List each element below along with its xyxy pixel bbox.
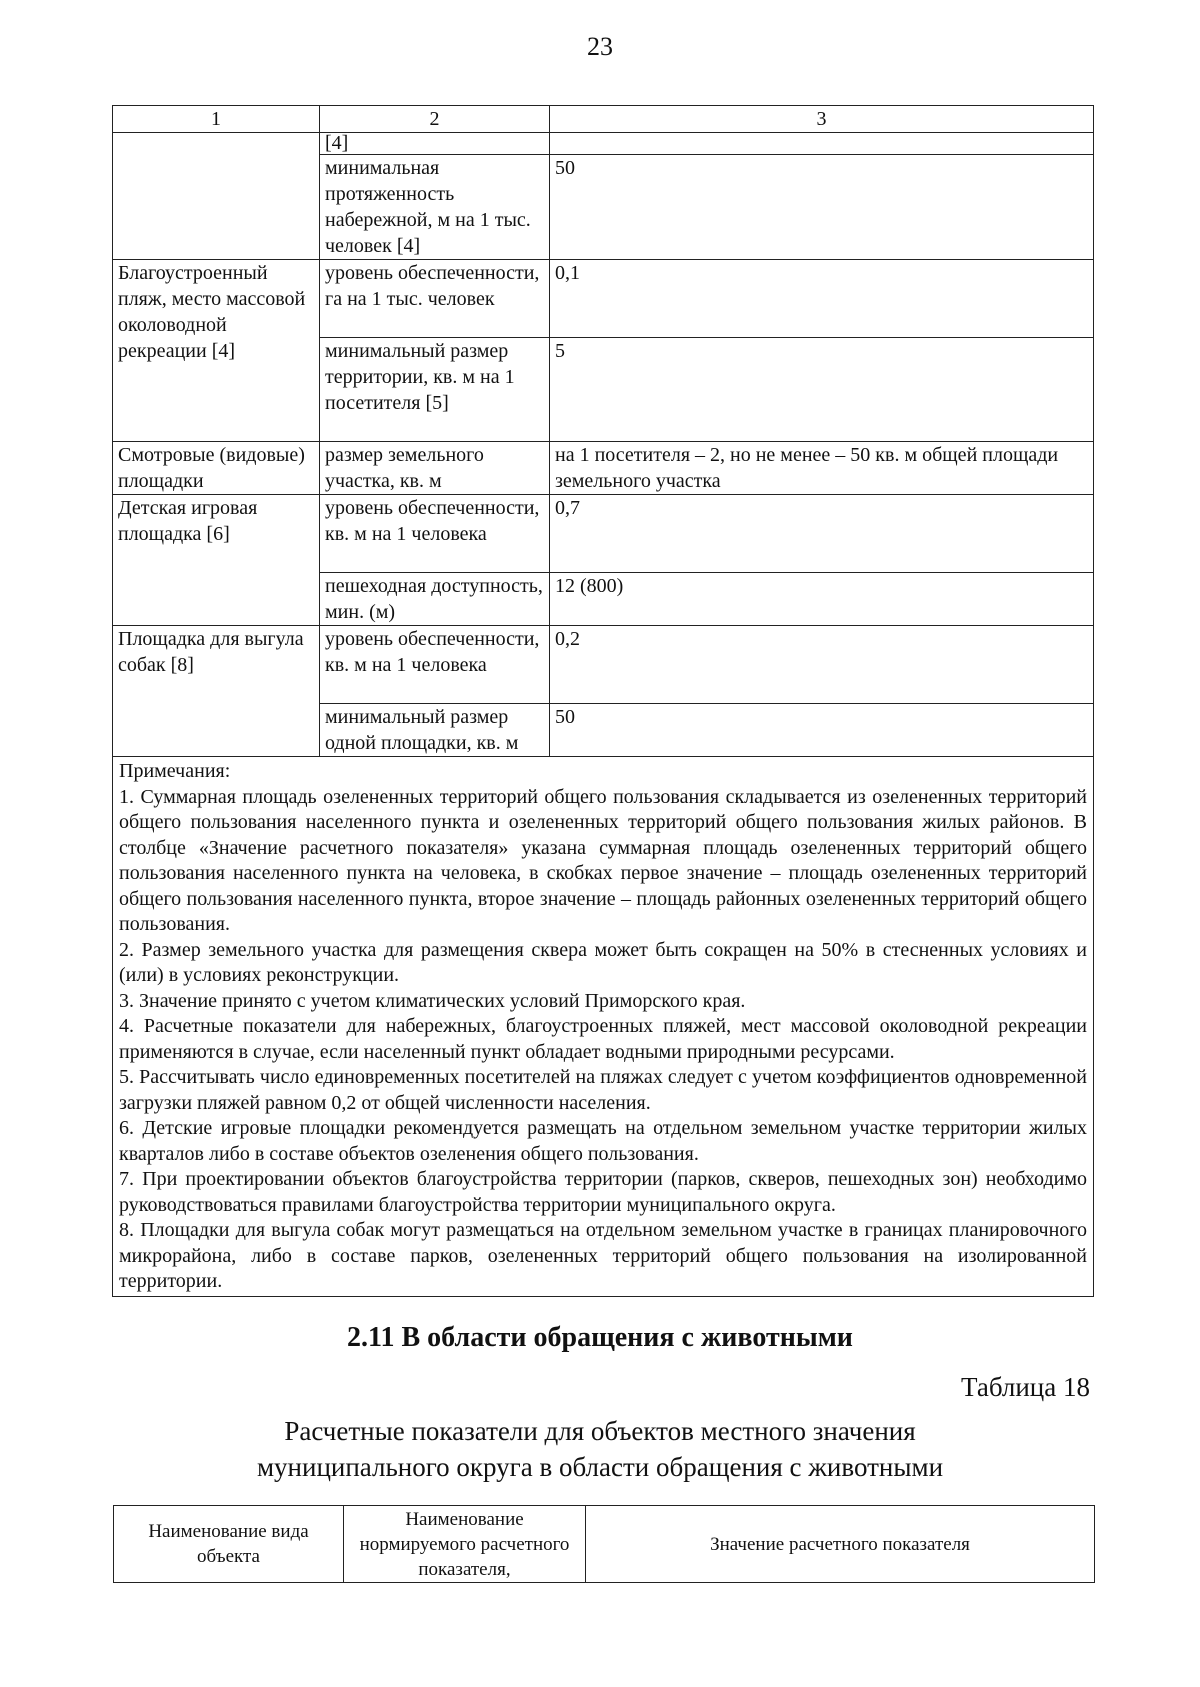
parameter-cell: уровень обеспеченности, га на 1 тыс. человек bbox=[320, 260, 550, 338]
column-header-indicator-name: Наименование нормируемого расчетного показателя, bbox=[344, 1506, 586, 1583]
value-cell: 50 bbox=[550, 155, 1094, 260]
object-name-cell: Смотровые (видовые) площадки bbox=[113, 442, 320, 495]
note-8: 8. Площадки для выгула собак могут размещаться на отдельном земельном участке в границах планировочного микрорайона, либо в составе парков, озелененных территорий общего пользования на изолированной территории. bbox=[119, 1219, 1087, 1292]
table-caption-line-1: Расчетные показатели для объектов местного значения bbox=[284, 1416, 916, 1446]
table-row bbox=[113, 495, 1094, 573]
parameter-cell: пешеходная доступность, мин. (м) bbox=[320, 573, 550, 626]
parameter-cell: минимальная протяженность набережной, м на 1 тыс. человек [4] bbox=[320, 155, 550, 260]
page-number: 23 bbox=[587, 32, 613, 61]
table-row bbox=[113, 133, 1094, 155]
value-cell: 5 bbox=[550, 338, 1094, 442]
parameter-cell: [4] bbox=[320, 133, 550, 155]
value-cell: 12 (800) bbox=[550, 573, 1094, 626]
column-header-object-type: Наименование вида объекта bbox=[114, 1506, 344, 1583]
note-7: 7. При проектировании объектов благоустройства территории (парков, скверов, пешеходных зон) необходимо руководствоваться правилами благоустройства территории муниципального округа. bbox=[119, 1168, 1087, 1216]
value-cell: 0,1 bbox=[550, 260, 1094, 338]
note-2: 2. Размер земельного участка для размещения сквера может быть сокращен на 50% в стесненных условиях и (или) в условиях реконструкции. bbox=[119, 938, 1087, 986]
note-4: 4. Расчетные показатели для набережных, благоустроенных пляжей, мест массовой околоводной рекреации применяются в случае, если населенный пункт обладает водными природными ресурсами. bbox=[119, 1015, 1087, 1063]
note-3: 3. Значение принято с учетом климатических условий Приморского края. bbox=[119, 989, 746, 1012]
indicators-table bbox=[112, 105, 1094, 1297]
column-header-3: 3 bbox=[550, 106, 1094, 133]
object-name-cell-empty bbox=[113, 133, 320, 260]
column-header-2: 2 bbox=[320, 106, 550, 133]
section-heading: 2.11 В области обращения с животными bbox=[347, 1322, 853, 1353]
notes-row bbox=[113, 757, 1094, 1297]
parameter-cell: размер земельного участка, кв. м bbox=[320, 442, 550, 495]
table-row bbox=[113, 626, 1094, 704]
note-5: 5. Рассчитывать число единовременных посетителей на пляжах следует с учетом коэффициентов одновременной загрузки пляжей равном 0,2 от общей численности населения. bbox=[119, 1066, 1087, 1114]
value-cell: 0,7 bbox=[550, 495, 1094, 573]
object-name-cell: Площадка для выгула собак [8] bbox=[113, 626, 320, 757]
value-cell: на 1 посетителя – 2, но не менее – 50 кв. м общей площади земельного участка bbox=[550, 442, 1094, 495]
parameter-cell: минимальный размер одной площадки, кв. м bbox=[320, 704, 550, 757]
note-1: 1. Суммарная площадь озелененных территорий общего пользования складывается из озелененных территорий общего пользования населенного пункта и озелененных территорий общего пользования жилых районов. В столбце «Значение расчетного показателя» указана суммарная площадь озелененных территорий общего пользования населенного пункта на человека, в скобках первое значение – площадь озелененных территорий общего пользования населенного пункта, второе значение – площадь районных озелененных территорий общего пользования. bbox=[119, 785, 1087, 935]
table-caption-line-2: муниципального округа в области обращения с животными bbox=[256, 1452, 944, 1482]
object-name-cell: Благоустроенный пляж, место массовой околоводной рекреации [4] bbox=[113, 260, 320, 442]
table-label: Таблица 18 bbox=[961, 1372, 1090, 1402]
table-row bbox=[113, 442, 1094, 495]
notes-cell bbox=[113, 757, 1094, 1297]
column-header-1: 1 bbox=[113, 106, 320, 133]
notes-title: Примечания: bbox=[119, 760, 231, 782]
object-name-cell: Детская игровая площадка [6] bbox=[113, 495, 320, 626]
table-18-header-row bbox=[114, 1506, 1095, 1583]
table-header-row bbox=[113, 106, 1094, 133]
value-cell: 0,2 bbox=[550, 626, 1094, 704]
column-header-indicator-value: Значение расчетного показателя bbox=[586, 1506, 1095, 1583]
note-6: 6. Детские игровые площадки рекомендуется размещать на отдельном земельном участке территории жилых кварталов либо в составе объектов озеленения общего пользования. bbox=[119, 1117, 1087, 1165]
value-cell bbox=[550, 133, 1094, 155]
parameter-cell: минимальный размер территории, кв. м на 1 посетителя [5] bbox=[320, 338, 550, 442]
parameter-cell: уровень обеспеченности, кв. м на 1 человека bbox=[320, 626, 550, 704]
table-caption bbox=[0, 1413, 1200, 1485]
table-row bbox=[113, 260, 1094, 338]
table-18 bbox=[113, 1505, 1095, 1583]
parameter-cell: уровень обеспеченности, кв. м на 1 человека bbox=[320, 495, 550, 573]
value-cell: 50 bbox=[550, 704, 1094, 757]
